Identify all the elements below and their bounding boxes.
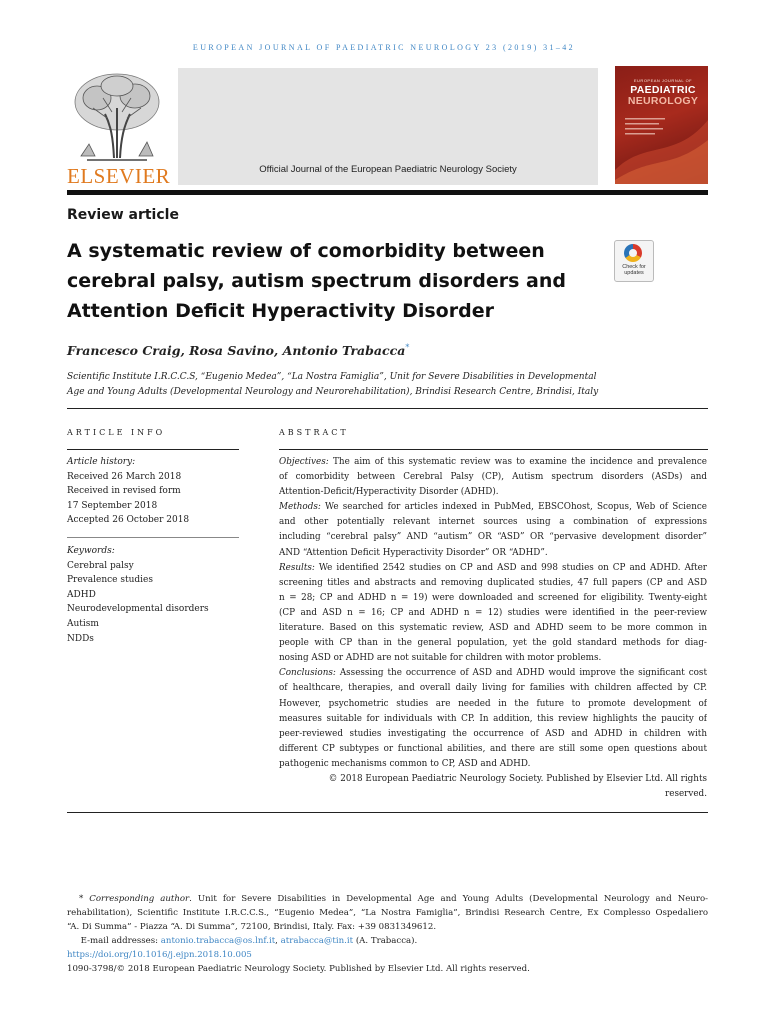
check-for-updates-icon	[624, 244, 642, 262]
abstract-line: However, psychometric studies are needed in the future to promote development of	[279, 698, 707, 709]
history-item: Received in revised form	[67, 486, 181, 497]
abstract-line: The aim of this systematic review was to examine the incidence and prevalence	[328, 457, 707, 467]
footnote-line: “A. Di Summa” - Piazza “A. Di Summa”, 72100, Brindisi, Italy. Fax: +39 0831349612.	[67, 922, 437, 932]
affiliation-line: Scientific Institute I.R.C.C.S, “Eugenio Medea”, “La Nostra Famiglia”, Unit for Severe Disabilities in Developmental	[67, 372, 597, 382]
abstract-line: and other potentially relevant internet sources using a combination of expressions	[279, 517, 707, 528]
check-for-updates-button[interactable]	[614, 240, 654, 282]
email-suffix: (A. Trabacca).	[353, 936, 418, 946]
title-line: Attention Deficit Hyperactivity Disorder	[67, 300, 494, 322]
abstract-line: literature. Based on this systematic review, ASD and ADHD seem to be more common in	[279, 623, 707, 634]
history-item: 17 September 2018	[67, 500, 158, 511]
abstract-line: screening titles and abstracts and removing duplicated studies, 47 full papers (CP and ASD	[279, 577, 707, 588]
conclusions-label: Conclusions:	[279, 668, 336, 679]
keywords	[67, 544, 239, 646]
abstract-line: different CP subtypes or functional abilities, and there are still some open questions about	[279, 743, 707, 754]
keywords-label: Keywords:	[67, 546, 115, 556]
banner-caption: Official Journal of the European Paediatric Neurology Society	[259, 164, 517, 175]
abstract-line: measures suitable for individuals with CP. In addition, this review highlights the paucity of	[279, 713, 707, 724]
email-separator: ,	[275, 936, 278, 946]
cover-title-line2: NEUROLOGY	[627, 95, 699, 107]
history-label: Article history:	[67, 457, 136, 467]
methods-label: Methods:	[279, 502, 321, 513]
history-item: Accepted 26 October 2018	[67, 515, 190, 526]
abstract-line: Assessing the occurrence of ASD and ADHD would improve the significant cost	[335, 668, 707, 679]
abstract-heading: ABSTRACT	[279, 428, 349, 437]
footnote-line: . Unit for Severe Disabilities in Developmental Age and Young Adults (Developmental Neurology and Neuro-	[189, 894, 708, 904]
author-list	[67, 343, 409, 358]
doi-link[interactable]: https://doi.org/10.1016/j.ejpn.2018.10.005	[67, 950, 252, 960]
keyword-item: Neurodevelopmental disorders	[67, 604, 209, 615]
abstract-line: We searched for articles indexed in PubMed, EBSCOhost, Scopus, Web of Science	[320, 502, 707, 513]
section-divider	[67, 408, 708, 409]
journal-citation-line: EUROPEAN JOURNAL OF PAEDIATRIC NEUROLOGY 23 (2019) 31–42	[192, 43, 576, 52]
footnote	[67, 892, 708, 976]
abstract-line: of healthcare, therapies, and overall daily living for families with children affected by CP.	[279, 683, 707, 694]
abstract-line: n = 28; CP and ADHD n = 19) were downloaded and screened for eligibility. Twenty-eight	[279, 592, 707, 603]
cover-graphic-icon	[615, 110, 708, 184]
corresponding-author-mark[interactable]: *	[405, 343, 410, 352]
abstract-copyright: © 2018 European Paediatric Neurology Society. Published by Elsevier Ltd. All rights	[328, 773, 707, 784]
journal-cover-image[interactable]	[615, 66, 708, 184]
abstract-line: including “cerebral palsy” AND “autism” OR “ASD” OR “pervasive development disorder”	[279, 532, 707, 543]
elsevier-wordmark: ELSEVIER	[67, 164, 171, 188]
keywords-divider	[67, 537, 239, 538]
abstract-copyright: reserved.	[665, 789, 707, 800]
author-names: Francesco Craig, Rosa Savino, Antonio Trabacca	[67, 343, 406, 359]
abstract-line: people with CP than in the general population, yet the gold standard methods for diag-	[279, 638, 707, 649]
abstract-line: pathogenic mechanisms common to CP, ASD and ADHD.	[279, 758, 531, 769]
email-label: E-mail addresses:	[80, 936, 159, 946]
issn-line: 1090-3798/© 2018 European Paediatric Neurology Society. Published by Elsevier Ltd. All rights reserved.	[67, 964, 530, 974]
keyword-item: ADHD	[67, 589, 96, 600]
cover-title-line1: PAEDIATRIC	[630, 84, 696, 96]
abstract-line: We identified 2542 studies on CP and ASD and 998 studies on CP and ADHD. After	[314, 562, 707, 573]
article-title	[67, 236, 587, 326]
footnote-line: rehabilitation), Scientific Institute I.R.C.C.S., “Eugenio Medea”, “La Nostra Famiglia”, Brindisi Research Centre, Ex Complesso Ospedaliero	[67, 908, 708, 918]
results-label: Results:	[279, 562, 315, 573]
abstract-line: peer-reviewed studies investigating the occurrence of ASD and ADHD in children with	[279, 728, 707, 739]
history-item: Received 26 March 2018	[67, 471, 182, 482]
abstract-line: of comorbidity between Cerebral Palsy (CP), Autism spectrum disorders (ASDs) and	[279, 472, 707, 483]
article-history	[67, 455, 239, 528]
abstract-line: Attention-Deficit/Hyperactivity Disorder (ADHD).	[279, 487, 499, 498]
abstract-body	[279, 455, 707, 802]
corresponding-author-label: Corresponding author	[89, 894, 190, 904]
keyword-item: Autism	[67, 618, 99, 629]
article-type-label: Review article	[67, 207, 179, 223]
check-for-updates-label: Check for updates	[622, 264, 646, 276]
affiliation	[67, 370, 687, 400]
article-info-divider	[67, 449, 239, 450]
article-info-heading: ARTICLE INFO	[67, 428, 166, 437]
title-line: A systematic review of comorbidity between	[67, 240, 545, 262]
cover-subtitle: EUROPEAN JOURNAL OF	[633, 78, 693, 83]
abstract-line: AND “Attention Deficit Hyperactivity Disorder” OR “ADHD”.	[279, 547, 548, 558]
title-line: cerebral palsy, autism spectrum disorders and	[67, 270, 567, 292]
objectives-label: Objectives:	[279, 457, 329, 467]
abstract-line: (CP and ASD n = 16; CP and ADHD n = 12) studies were identified in the peer-review	[279, 607, 707, 618]
abstract-line: nosing ASD or ADHD are not suitable for children with motor problems.	[279, 653, 602, 664]
email-link[interactable]: antonio.trabacca@os.lnf.it	[160, 936, 276, 946]
abstract-divider	[279, 449, 708, 450]
keyword-item: NDDs	[67, 633, 94, 644]
footnote-mark: *	[78, 894, 84, 904]
header-divider	[67, 190, 708, 195]
affiliation-line: Age and Young Adults (Developmental Neurology and Neurorehabilitation), Brindisi Research Centre, Brindisi, Italy	[67, 387, 599, 397]
keyword-item: Cerebral palsy	[67, 560, 134, 571]
keyword-item: Prevalence studies	[67, 575, 153, 586]
abstract-bottom-divider	[67, 812, 708, 813]
email-link[interactable]: atrabacca@tin.it	[280, 936, 354, 946]
